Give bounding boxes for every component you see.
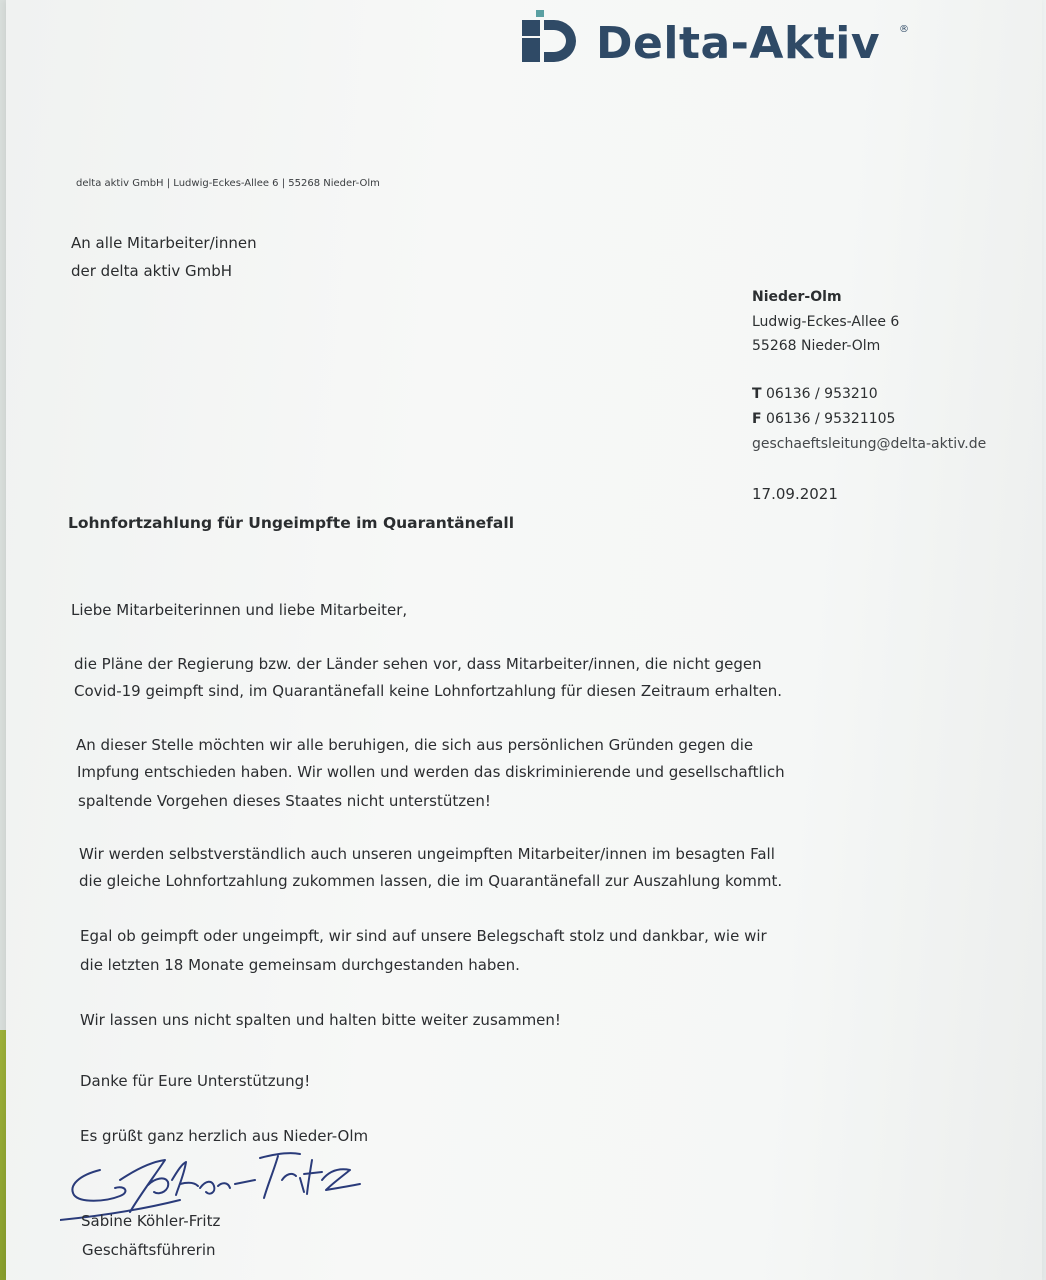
letter-subject: Lohnfortzahlung für Ungeimpfte im Quarantänefall — [68, 514, 515, 532]
signer-title: Geschäftsführerin — [82, 1241, 216, 1259]
contact-phone — [752, 386, 878, 402]
paragraph-3-line-2: die gleiche Lohnfortzahlung zukommen lassen, die im Quarantänefall zur Auszahlung kommt. — [79, 872, 783, 890]
paragraph-4-line-1: Egal ob geimpft oder ungeimpft, wir sind auf unsere Belegschaft stolz und dankbar, wie wir — [80, 927, 767, 945]
recipient-line-1: An alle Mitarbeiter/innen — [71, 234, 257, 252]
paragraph-2-line-3: spaltende Vorgehen dieses Staates nicht unterstützen! — [78, 792, 491, 810]
fax-number: 06136 / 95321105 — [766, 411, 896, 427]
recipient-line-2: der delta aktiv GmbH — [71, 262, 233, 280]
contact-city: Nieder-Olm — [752, 289, 842, 305]
paragraph-4-line-2: die letzten 18 Monate gemeinsam durchgestanden haben. — [80, 956, 520, 974]
paragraph-5: Wir lassen uns nicht spalten und halten bitte weiter zusammen! — [80, 1011, 561, 1029]
contact-zip-city: 55268 Nieder-Olm — [752, 338, 881, 354]
delta-logo-icon — [516, 4, 580, 68]
logo-wordmark: Delta-Aktiv — [596, 18, 881, 69]
closing-line: Es grüßt ganz herzlich aus Nieder-Olm — [80, 1127, 369, 1145]
paragraph-2-line-1: An dieser Stelle möchten wir alle beruhigen, die sich aus persönlichen Gründen gegen die — [76, 736, 754, 754]
signer-name: Sabine Köhler-Fritz — [81, 1212, 221, 1230]
registered-mark: ® — [899, 24, 909, 35]
paragraph-2-line-2: Impfung entschieden haben. Wir wollen und werden das diskriminierende und gesellschaftlich — [77, 763, 785, 781]
phone-number: 06136 / 953210 — [766, 386, 878, 402]
salutation: Liebe Mitarbeiterinnen und liebe Mitarbeiter, — [71, 601, 408, 619]
company-logo — [516, 4, 916, 74]
phone-label: T — [752, 386, 762, 402]
letter-date: 17.09.2021 — [752, 485, 838, 503]
fax-label: F — [752, 411, 762, 427]
paragraph-1-line-1: die Pläne der Regierung bzw. der Länder sehen vor, dass Mitarbeiter/innen, die nicht gegen — [74, 655, 762, 673]
paragraph-3-line-1: Wir werden selbstverständlich auch unseren ungeimpften Mitarbeiter/innen im besagten Fall — [79, 845, 775, 863]
contact-email: geschaeftsleitung@delta-aktiv.de — [752, 436, 987, 452]
paragraph-1-line-2: Covid-19 geimpft sind, im Quarantänefall keine Lohnfortzahlung für diesen Zeitraum erhalten. — [74, 682, 783, 700]
contact-fax — [752, 411, 895, 427]
paragraph-6: Danke für Eure Unterstützung! — [80, 1072, 311, 1090]
sender-line: delta aktiv GmbH | Ludwig-Eckes-Allee 6 | 55268 Nieder-Olm — [76, 178, 380, 189]
contact-street: Ludwig-Eckes-Allee 6 — [752, 314, 900, 330]
